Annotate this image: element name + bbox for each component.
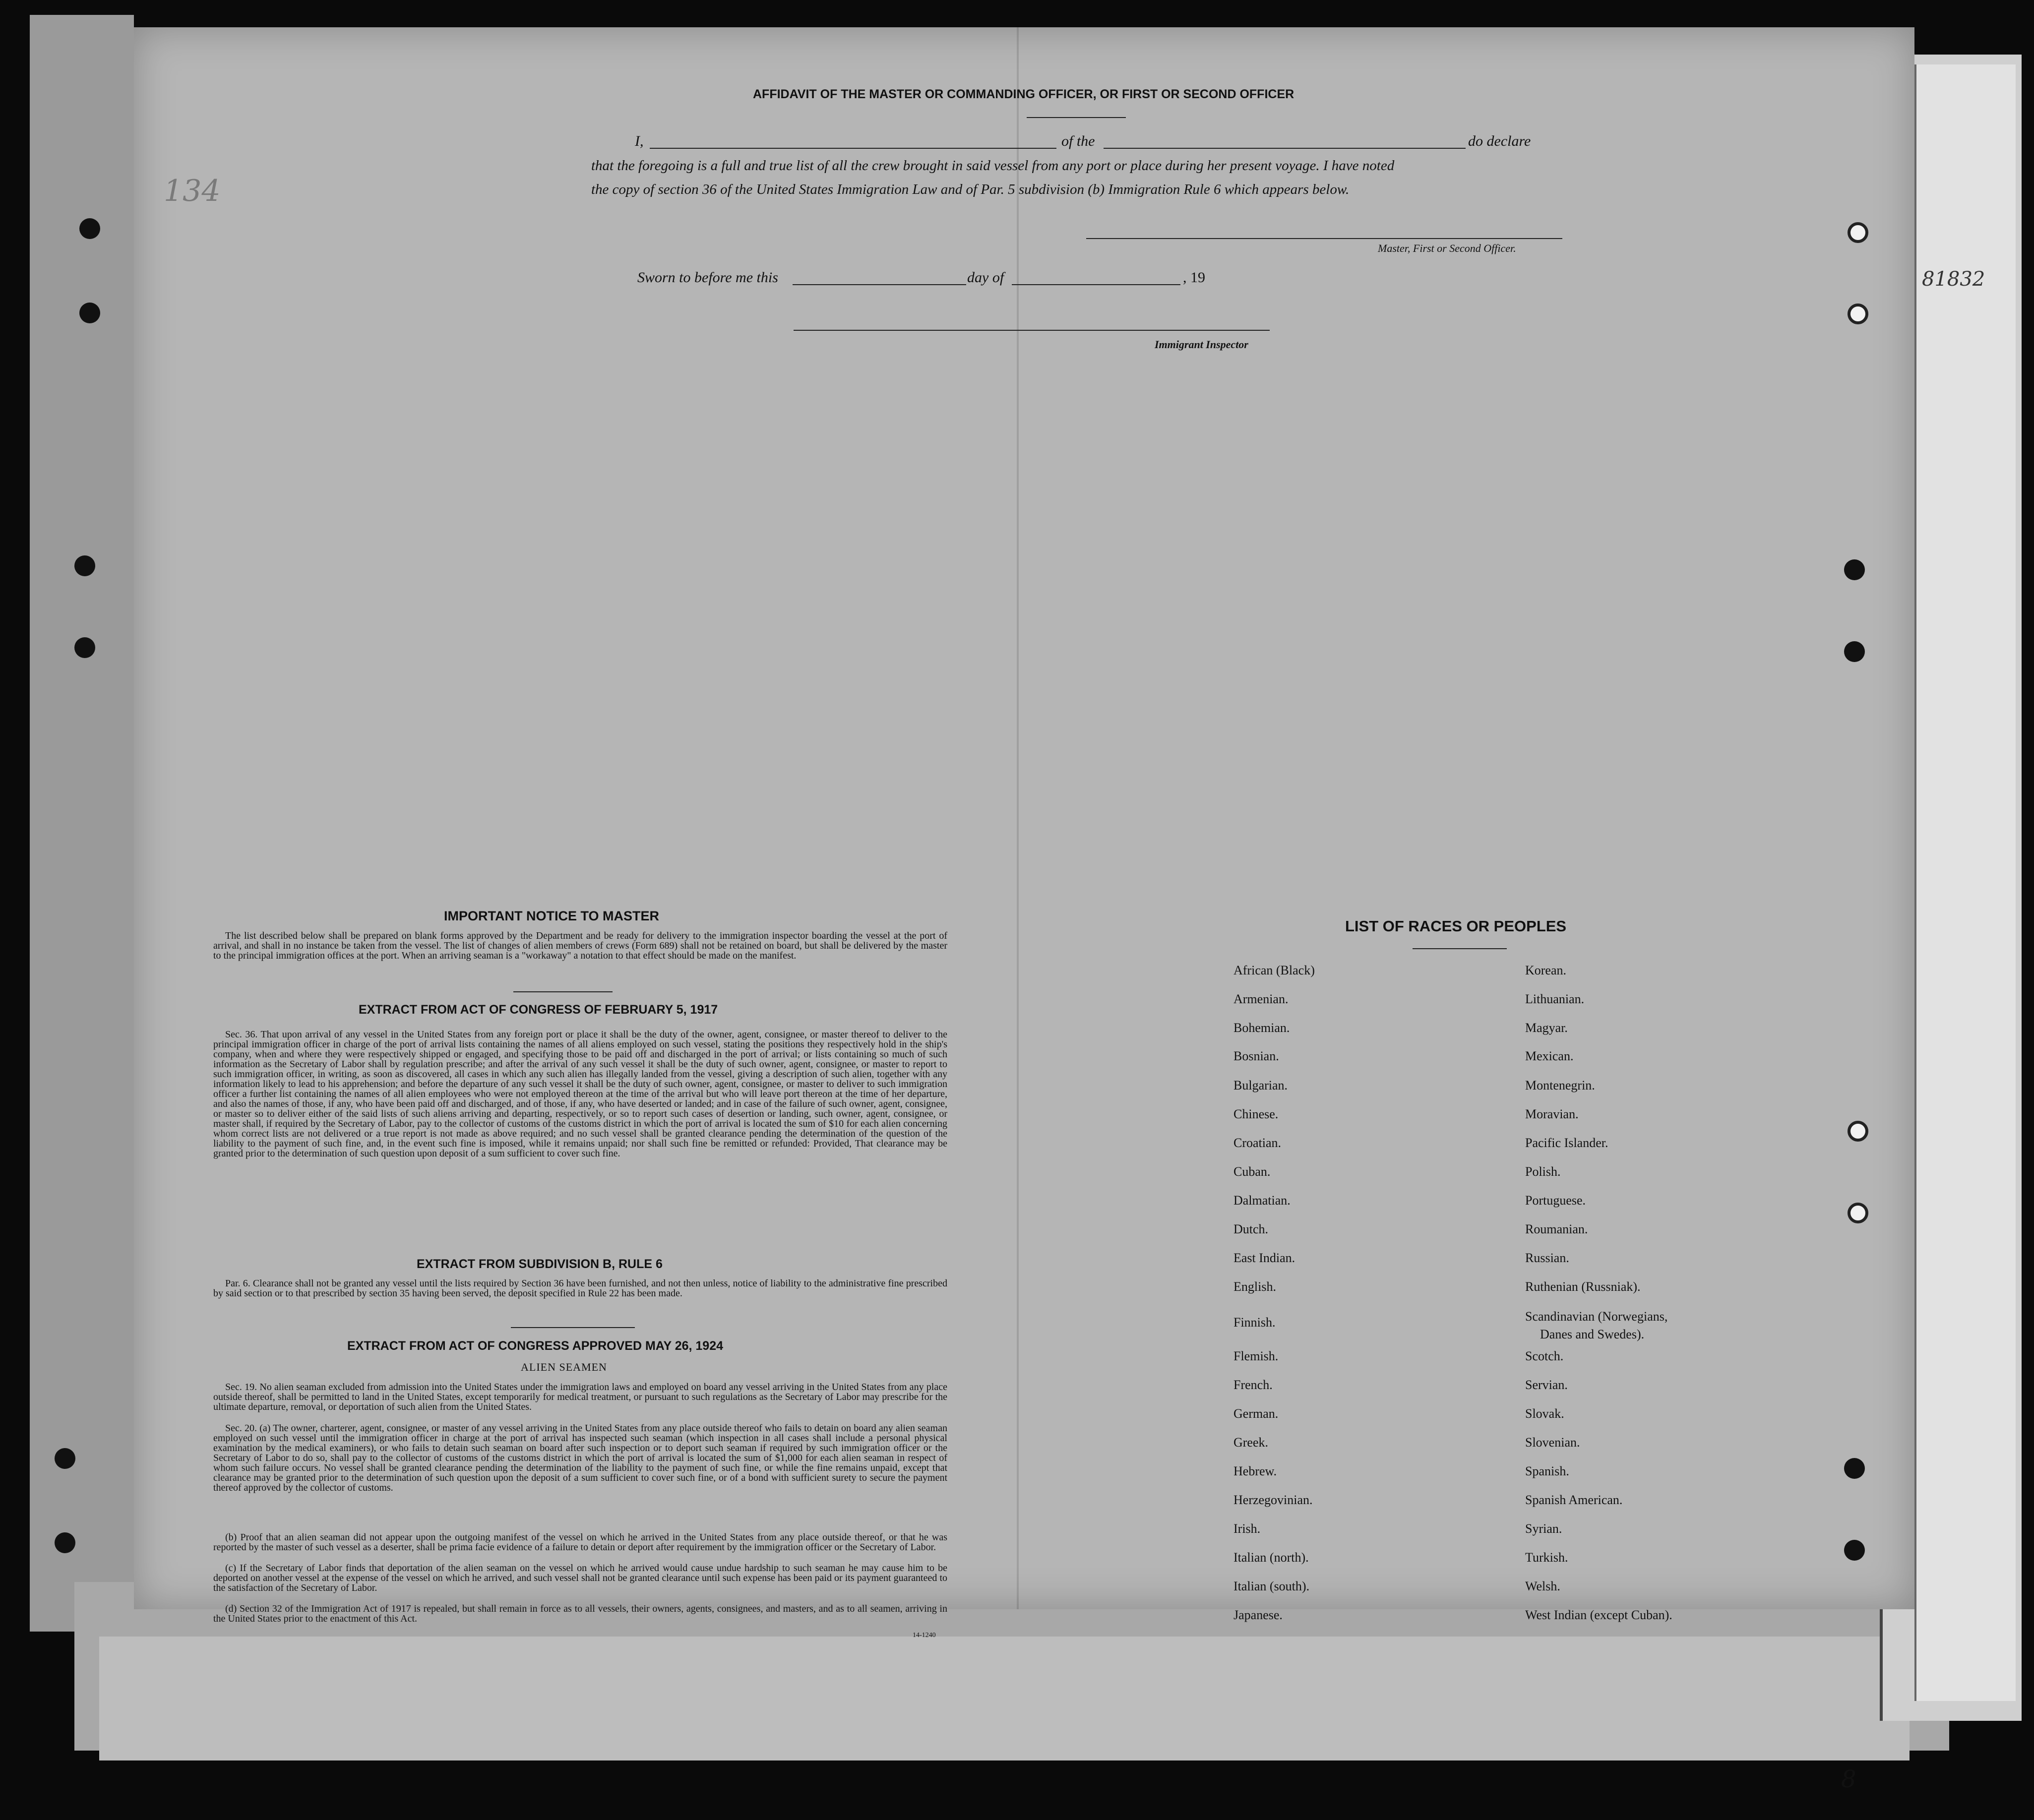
race-item: Chinese. [1233, 1107, 1279, 1121]
punch-hole [1848, 1203, 1868, 1223]
race-item: Finnish. [1233, 1315, 1276, 1330]
sec20d-text: (d) Section 32 of the Immigration Act of 1917 is repealed, but shall remain in force as to all vessels, their owners, agents, consignees, and masters, and as to all seamen, arriving in the United States prior to the enactment of this Act. [213, 1604, 947, 1624]
sec19-text: Sec. 19. No alien seaman excluded from admission into the United States under the immigration laws and employed on board any vessel arriving in the United States from any place outside thereof, shall be permitted to land in the United States, except temporarily for medical treatment, or pursuant to such regulations as the Secretary of Labor may prescribe for the ultimate departure, removal, or deportation of such alien from the United States. [213, 1382, 947, 1412]
affidavit-title: AFFIDAVIT OF THE MASTER OR COMMANDING OFFICER, OR FIRST OR SECOND OFFICER [753, 87, 1294, 101]
side-handwritten-note: 81832 [1922, 268, 1985, 291]
punch-hole [74, 555, 95, 576]
notice-rule [513, 991, 613, 992]
sworn-month-blank [1012, 284, 1180, 285]
race-item: Roumanian. [1525, 1222, 1588, 1236]
punch-hole [79, 303, 100, 323]
name-blank [650, 148, 1056, 149]
affidavit-line-3: the copy of section 36 of the United States Immigration Law and of Par. 5 subdivision (b) Immigration Rule 6 which appears below. [591, 182, 1350, 197]
race-item: Welsh. [1525, 1579, 1560, 1593]
notice-text: The list described below shall be prepared on blank forms approved by the Department and be ready for delivery to the immigration inspector boarding the vessel at the port of arrival, and shall in no instance be taken from the vessel. The list of changes of alien members of crews (Form 689) shall not be retained on board, but shall be delivered by the master to the principal immigration offices at the port. When an arriving seaman is a "workaway" a notation to that effect should be made on the manifest. [213, 930, 947, 961]
affidavit-declare: do declare [1468, 133, 1531, 149]
race-item: Ruthenian (Russniak). [1525, 1279, 1641, 1294]
race-item: Slovak. [1525, 1406, 1564, 1421]
race-item: Portuguese. [1525, 1193, 1586, 1208]
punch-hole [1844, 559, 1865, 580]
race-item: Dutch. [1233, 1222, 1269, 1236]
form-number: 14-1240 [913, 1632, 936, 1639]
punch-hole [1848, 1121, 1868, 1142]
race-item: Turkish. [1525, 1550, 1568, 1565]
faded-stamp-number: 134 [164, 174, 221, 208]
race-item: Montenegrin. [1525, 1078, 1595, 1092]
sec20b-text: (b) Proof that an alien seaman did not appear upon the outgoing manifest of the vessel on which he arrived in the United States from any place outside thereof, or that he was reported by the master of such vessel as a deserter, shall be prima facie evidence of a failure to detain or deport after requirement by the immigration officer or the Secretary of Labor. [213, 1532, 947, 1553]
race-item: Slovenian. [1525, 1435, 1580, 1450]
race-item: Bulgarian. [1233, 1078, 1288, 1092]
race-item-continuation: Danes and Swedes). [1540, 1327, 1645, 1341]
vessel-blank [1104, 148, 1466, 149]
punch-hole [1848, 222, 1868, 243]
sec20c-text: (c) If the Secretary of Labor finds that deportation of the alien seaman on the vessel on which he arrived would cause undue hardship to such seaman he may cause him to be deported on another vessel at the expense of the vessel on which he arrived, and such vessel shall not be granted clearance until such expense has been paid or its payment guaranteed to the satisfaction of the Secretary of Labor. [213, 1563, 947, 1593]
race-item: West Indian (except Cuban). [1525, 1608, 1672, 1622]
race-item: German. [1233, 1406, 1279, 1421]
affidavit-i: I, [635, 133, 644, 149]
extract-rule6-text: Par. 6. Clearance shall not be granted any vessel until the lists required by Section 36 have been furnished, and not then unless, notice of liability to the administrative fine prescribed by said section or to that prescribed by section 35 having been served, the deposit specified in Rule 22 has been made. [213, 1278, 947, 1299]
notice-title: IMPORTANT NOTICE TO MASTER [444, 909, 659, 923]
extract-1917-title: EXTRACT FROM ACT OF CONGRESS OF FEBRUARY 5, 1917 [359, 1003, 718, 1017]
punch-hole [1848, 303, 1868, 324]
race-item: Lithuanian. [1525, 992, 1585, 1006]
affidavit-line-2: that the foregoing is a full and true list of all the crew brought in said vessel from any port or place during her present voyage. I have noted [591, 158, 1395, 174]
race-item: Italian (north). [1233, 1550, 1309, 1565]
race-item: Bohemian. [1233, 1021, 1290, 1035]
race-item: Japanese. [1233, 1608, 1283, 1622]
affidavit-of-the: of the [1061, 133, 1095, 149]
race-item: Russian. [1525, 1251, 1569, 1265]
title-rule [1027, 117, 1126, 118]
race-item: Herzegovinian. [1233, 1493, 1313, 1507]
race-item: Spanish. [1525, 1464, 1569, 1478]
race-item: Flemish. [1233, 1349, 1279, 1363]
race-item: Spanish American. [1525, 1493, 1623, 1507]
back-sheet-2 [1914, 64, 2016, 1701]
race-item: Mexican. [1525, 1049, 1574, 1063]
sworn-label: Sworn to before me this [637, 269, 778, 286]
race-item: Cuban. [1233, 1164, 1271, 1179]
underlying-sheet-2 [99, 1637, 1910, 1760]
center-fold [1017, 27, 1019, 1609]
race-item: Hebrew. [1233, 1464, 1277, 1478]
master-label: Master, First or Second Officer. [1378, 242, 1516, 254]
sworn-day-blank [793, 284, 966, 285]
race-item: Greek. [1233, 1435, 1269, 1450]
race-item: Dalmatian. [1233, 1193, 1291, 1208]
race-item: African (Black) [1233, 963, 1315, 977]
race-item: English. [1233, 1279, 1276, 1294]
race-item: Irish. [1233, 1521, 1261, 1536]
race-item: East Indian. [1233, 1251, 1295, 1265]
race-item: Servian. [1525, 1378, 1568, 1392]
races-rule [1413, 948, 1507, 949]
punch-hole [1844, 641, 1865, 662]
race-item: Scandinavian (Norwegians, [1525, 1309, 1668, 1324]
inspector-label: Immigrant Inspector [1155, 338, 1248, 351]
race-item: Armenian. [1233, 992, 1289, 1006]
race-item: French. [1233, 1378, 1273, 1392]
punch-hole [1844, 1540, 1865, 1561]
race-item: Korean. [1525, 963, 1567, 977]
punch-hole [55, 1448, 75, 1469]
form-page [134, 27, 1914, 1609]
sec20a-text: Sec. 20. (a) The owner, charterer, agent, consignee, or master of any vessel arriving in the United States from any place outside thereof who fails to detain on board any alien seaman employed on such vessel until the immigration officer in charge at the port of arrival has inspected such seaman (which inspection in all cases shall include a personal physical examination by the medical examiners), or who fails to detain such seaman on board after such inspection or to deport such seaman if required by such immigration officer or the Secretary of Labor to do so, shall pay to the collector of customs of the customs district in which the port of arrival is located the sum of $1,000 for each alien seaman in respect of whom such failure occurs. No vessel shall be granted clearance pending the determination of the liability to the payment of such fine, or while the fine remains unpaid, except that clearance may be granted prior to the determination of such question upon the deposit of a sum sufficient to cover such fine, or of a bond with sufficient surety to secure the payment thereof approved by the collector of customs. [213, 1423, 947, 1493]
day-of-label: day of [967, 269, 1004, 286]
race-item: Pacific Islander. [1525, 1136, 1608, 1150]
inspector-signature-line [794, 330, 1270, 331]
race-item: Scotch. [1525, 1349, 1564, 1363]
punch-hole [79, 218, 100, 239]
race-item: Italian (south). [1233, 1579, 1310, 1593]
year-label: , 19 [1183, 269, 1205, 286]
page-number: 8 [1841, 1765, 1856, 1793]
race-item: Moravian. [1525, 1107, 1579, 1121]
race-item: Croatian. [1233, 1136, 1282, 1150]
race-item: Bosnian. [1233, 1049, 1279, 1063]
punch-hole [55, 1532, 75, 1553]
extract-1917-text: Sec. 36. That upon arrival of any vessel in the United States from any foreign port or place it shall be the duty of the owner, agent, consignee, or master thereof to deliver to the principal immigration officer in charge of the port of arrival lists containing the names of all aliens employed on such vessel, stating the positions they respectively hold in the ship's company, when and where they were respectively shipped or engaged, and specifying those to be paid off and discharged in the port of arrival; or lists containing so much of such information as the Secretary of Labor shall by regulation prescribe; and after the arrival of any such vessel it shall be the duty of such owner, agent, consignee, or master to report to such immigration officer, in writing, as soon as discovered, all cases in which any such alien has illegally landed from the vessel, giving a description of such alien, together with any information likely to lead to his apprehension; and before the departure of any such vessel it shall be the duty of such owner, agent, consignee, or master to deliver to such immigration officer a further list containing the names of all alien employees who were not employed thereon at the time of the arrival but who will leave port thereon at the time of her departure, and also the names of those, if any, who have been paid off and discharged, and of those, if any, who have deserted or landed; and in case of the failure of such owner, agent, consignee, or master so to deliver either of the said lists of such aliens arriving and departing, respectively, or so to report such cases of desertion or landing, such owner, agent, consignee, or master shall, if required by the Secretary of Labor, pay to the collector of customs of the customs district in which the port of arrival is located the sum of $10 for each alien concerning whom correct lists are not delivered or a true report is not made as above required; and no such vessel shall be granted clearance pending the determination of the question of the liability to the payment of such fine, and, in the event such fine is imposed, while it remains unpaid; nor shall such fine be remitted or refunded: Provided, That clearance may be granted prior to the determination of such question upon deposit of a sum sufficient to cover such fine. [213, 1030, 947, 1159]
punch-hole [74, 637, 95, 658]
race-item: Syrian. [1525, 1521, 1562, 1536]
race-item: Polish. [1525, 1164, 1561, 1179]
extract-1924-title: EXTRACT FROM ACT OF CONGRESS APPROVED MAY 26, 1924 [347, 1339, 724, 1353]
rule6-rule [511, 1327, 635, 1328]
race-item: Magyar. [1525, 1021, 1568, 1035]
master-signature-line [1086, 238, 1562, 239]
races-title: LIST OF RACES OR PEOPLES [1345, 917, 1567, 935]
punch-hole [1844, 1458, 1865, 1479]
extract-rule6-title: EXTRACT FROM SUBDIVISION B, RULE 6 [417, 1257, 663, 1271]
left-binding-strip [30, 15, 134, 1632]
alien-seamen-heading: ALIEN SEAMEN [521, 1361, 607, 1373]
